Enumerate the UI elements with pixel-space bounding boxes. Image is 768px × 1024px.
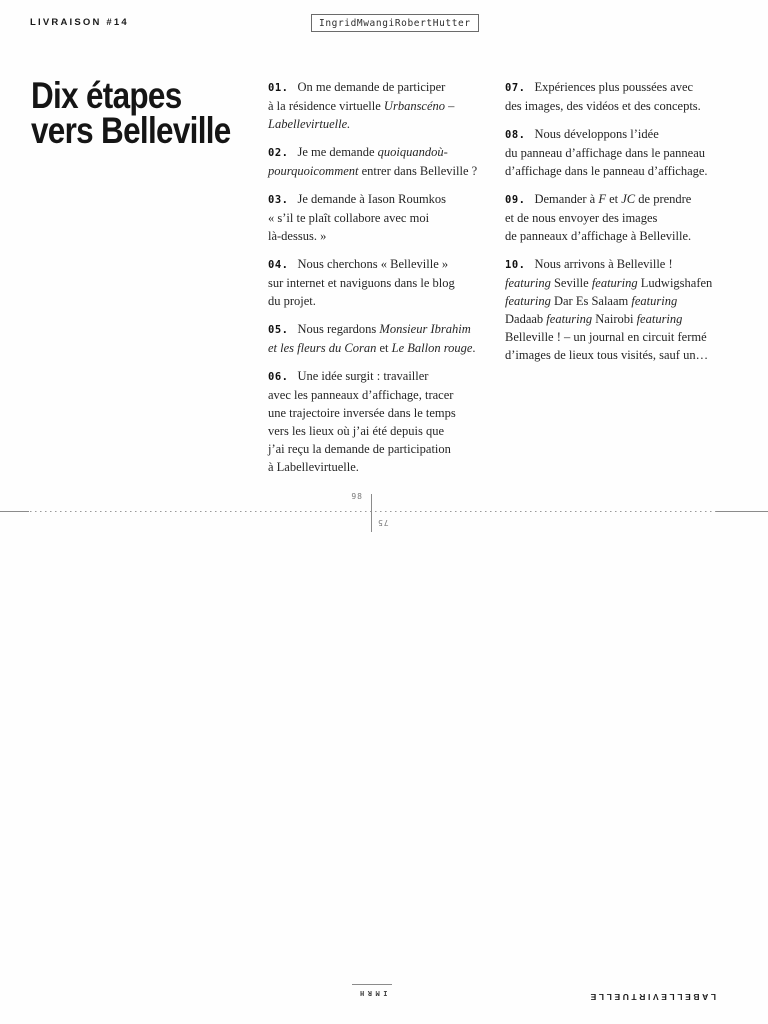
fold-dashed-line (0, 511, 768, 512)
step-text: entrer dans Belleville ? (358, 164, 478, 178)
step-text-italic: pourquoicomment (268, 164, 359, 178)
step-text-italic: featuring (505, 276, 551, 290)
step-01 (268, 78, 506, 133)
step-number: 04. (268, 259, 289, 271)
step-text: Je demande à Iason Roumkos (297, 192, 447, 206)
step-line (268, 97, 506, 115)
artist-name-box: IngridMwangiRobertHutter (311, 14, 479, 32)
fold-edge-mark-left (0, 511, 29, 512)
footer-brand: LABELLEVIRTUELLE (587, 992, 716, 1002)
step-text-italic: featuring (636, 312, 683, 326)
step-line (268, 339, 506, 357)
step-02 (268, 143, 506, 180)
step-text: à Labellevirtuelle. (268, 460, 359, 474)
step-number: 03. (268, 194, 289, 206)
step-line (268, 440, 506, 458)
step-text: Seville (550, 276, 592, 290)
step-line (268, 404, 506, 422)
step-text: Demander à (534, 192, 599, 206)
step-text: Nous regardons (297, 322, 380, 336)
step-line (505, 227, 743, 245)
step-line (505, 144, 743, 162)
step-text: de prendre (635, 192, 692, 206)
step-text: Nairobi (592, 312, 637, 326)
step-number: 02. (268, 147, 289, 159)
step-text: Ludwigshafen (637, 276, 713, 290)
step-07 (505, 78, 743, 115)
step-10 (505, 255, 743, 364)
step-number: 01. (268, 82, 289, 94)
step-text-italic: featuring (546, 312, 593, 326)
step-04 (268, 255, 506, 310)
step-text-italic: Urbanscéno – (383, 99, 455, 113)
title-line-2: vers Belleville (31, 110, 231, 151)
step-text: On me demande de participer (297, 80, 446, 94)
step-text-italic: featuring (505, 294, 551, 308)
step-text: là-dessus. » (268, 229, 327, 243)
step-line (268, 274, 506, 292)
step-text: Expériences plus poussées avec (534, 80, 694, 94)
step-text: Nous développons l’idée (534, 127, 659, 141)
step-09 (505, 190, 743, 245)
step-text: une trajectoire inversée dans le temps (268, 406, 456, 420)
step-number: 05. (268, 324, 289, 336)
step-text-italic: quoiquandoù- (377, 145, 448, 159)
step-line (268, 227, 506, 245)
step-text: Je me demande (297, 145, 378, 159)
page-number-top: 98 (351, 492, 363, 501)
step-line (268, 209, 506, 227)
footer-monogram: IMRH (352, 984, 392, 997)
step-line (505, 292, 743, 310)
step-text: et (605, 192, 622, 206)
step-line (268, 458, 506, 476)
step-number: 07. (505, 82, 526, 94)
step-text: du panneau d’affichage dans le panneau (505, 146, 706, 160)
step-text-italic: et les fleurs du Coran (268, 341, 377, 355)
step-number: 09. (505, 194, 526, 206)
title-line-1: Dix étapes (31, 75, 182, 116)
step-line (505, 209, 743, 227)
step-text: « s’il te plaît collabore avec moi (268, 211, 430, 225)
step-text: Nous cherchons « Belleville » (297, 257, 449, 271)
step-text-italic: JC (621, 192, 636, 206)
step-text: . (472, 341, 476, 355)
step-text: Belleville ! – un journal en circuit fermé (505, 330, 707, 344)
step-text: avec les panneaux d’affichage, tracer (268, 388, 454, 402)
step-number: 08. (505, 129, 526, 141)
step-08 (505, 125, 743, 180)
step-text-italic: Monsieur Ibrahim (379, 322, 471, 336)
step-text-italic: Labellevirtuelle. (268, 117, 351, 131)
step-text: de panneaux d’affichage à Belleville. (505, 229, 692, 243)
step-text-italic: featuring (591, 276, 638, 290)
step-line (268, 422, 506, 440)
step-text: vers les lieux où j’ai été depuis que (268, 424, 444, 438)
column-right (505, 78, 743, 374)
step-text: et de nous envoyer des images (505, 211, 658, 225)
step-line (505, 274, 743, 292)
step-line (268, 78, 506, 97)
step-text: des images, des vidéos et des concepts. (505, 99, 701, 113)
step-03 (268, 190, 506, 245)
step-text-italic: Le Ballon rouge (391, 341, 473, 355)
step-line (505, 78, 743, 97)
step-05 (268, 320, 506, 357)
step-text: Une idée surgit : travailler (297, 369, 429, 383)
step-line (268, 320, 506, 339)
fold-edge-mark-right (716, 511, 768, 512)
page-title (31, 75, 231, 151)
step-number: 10. (505, 259, 526, 271)
page-number-bottom: 75 (377, 518, 389, 527)
step-06 (268, 367, 506, 476)
step-line (268, 143, 506, 162)
step-text: et (376, 341, 392, 355)
spine-crop-mark (371, 494, 372, 532)
step-number: 06. (268, 371, 289, 383)
step-text: sur internet et naviguons dans le blog (268, 276, 455, 290)
step-text-italic: F (598, 192, 606, 206)
step-text: Dar Es Salaam (550, 294, 632, 308)
step-line (268, 255, 506, 274)
step-text: Nous arrivons à Belleville ! (534, 257, 673, 271)
step-line (268, 190, 506, 209)
step-text: à la résidence virtuelle (268, 99, 384, 113)
column-left (268, 78, 506, 486)
step-line (505, 255, 743, 274)
step-text: du projet. (268, 294, 316, 308)
step-line (268, 162, 506, 180)
step-text: Dadaab (505, 312, 547, 326)
issue-label: LIVRAISON #14 (30, 17, 129, 28)
step-line (268, 386, 506, 404)
step-line (505, 328, 743, 346)
step-line (505, 162, 743, 180)
step-line (505, 346, 743, 364)
step-line (505, 125, 743, 144)
step-line (268, 115, 506, 133)
step-text: j’ai reçu la demande de participation (268, 442, 451, 456)
step-line (268, 367, 506, 386)
step-text: d’affichage dans le panneau d’affichage. (505, 164, 708, 178)
step-text-italic: featuring (631, 294, 678, 308)
step-line (505, 190, 743, 209)
step-text: d’images de lieux tous visités, sauf un… (505, 348, 709, 362)
step-line (505, 310, 743, 328)
step-line (505, 97, 743, 115)
step-line (268, 292, 506, 310)
